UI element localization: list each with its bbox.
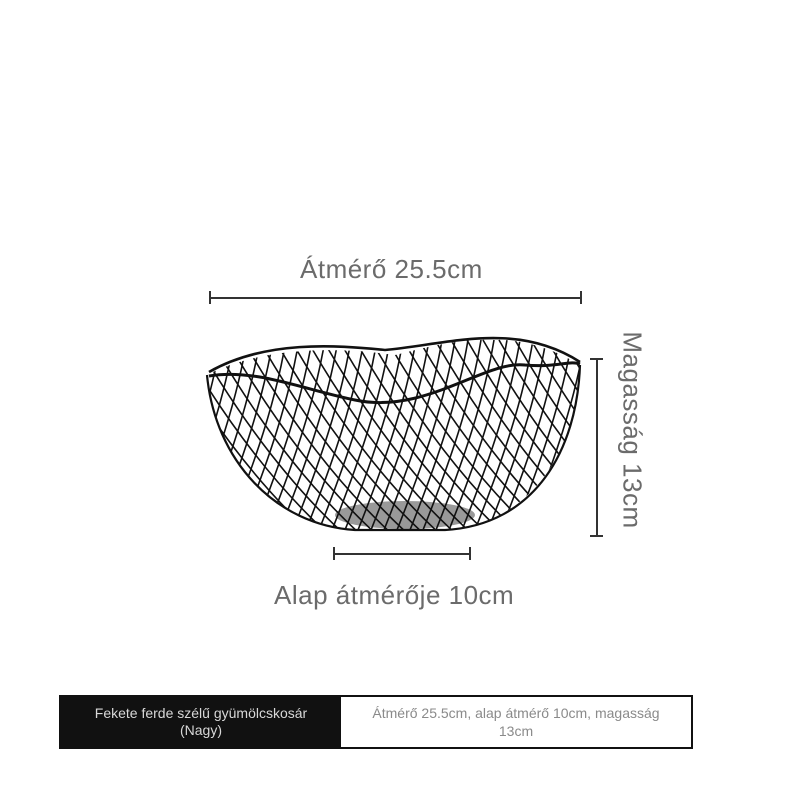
basket-wire	[467, 340, 595, 535]
basket-wire	[551, 340, 595, 535]
diameter-tick-right	[580, 291, 582, 304]
diameter-dimension-line	[210, 297, 582, 299]
basket-wire	[579, 340, 595, 535]
diameter-tick-left	[209, 291, 211, 304]
diameter-label: Átmérő 25.5cm	[300, 254, 483, 284]
basket-wire	[195, 340, 208, 535]
base-dimension-line	[334, 553, 470, 555]
basket-wire	[547, 340, 595, 535]
product-info-bar	[59, 695, 693, 749]
height-label: Magasság 13cm	[617, 331, 648, 529]
basket-wire	[195, 340, 247, 535]
wire-basket-image	[195, 320, 595, 550]
basket-wire	[200, 340, 260, 535]
height-dimension-line	[596, 358, 598, 536]
basket-wires	[195, 340, 595, 535]
basket-wire	[451, 340, 595, 535]
base-label: Alap átmérője 10cm	[274, 580, 515, 610]
product-name: Fekete ferde szélű gyümölcskosár (Nagy)	[61, 697, 341, 747]
product-spec: Átmérő 25.5cm, alap átmérő 10cm, magasság 13cm	[372, 705, 660, 739]
basket-wire	[195, 340, 221, 535]
